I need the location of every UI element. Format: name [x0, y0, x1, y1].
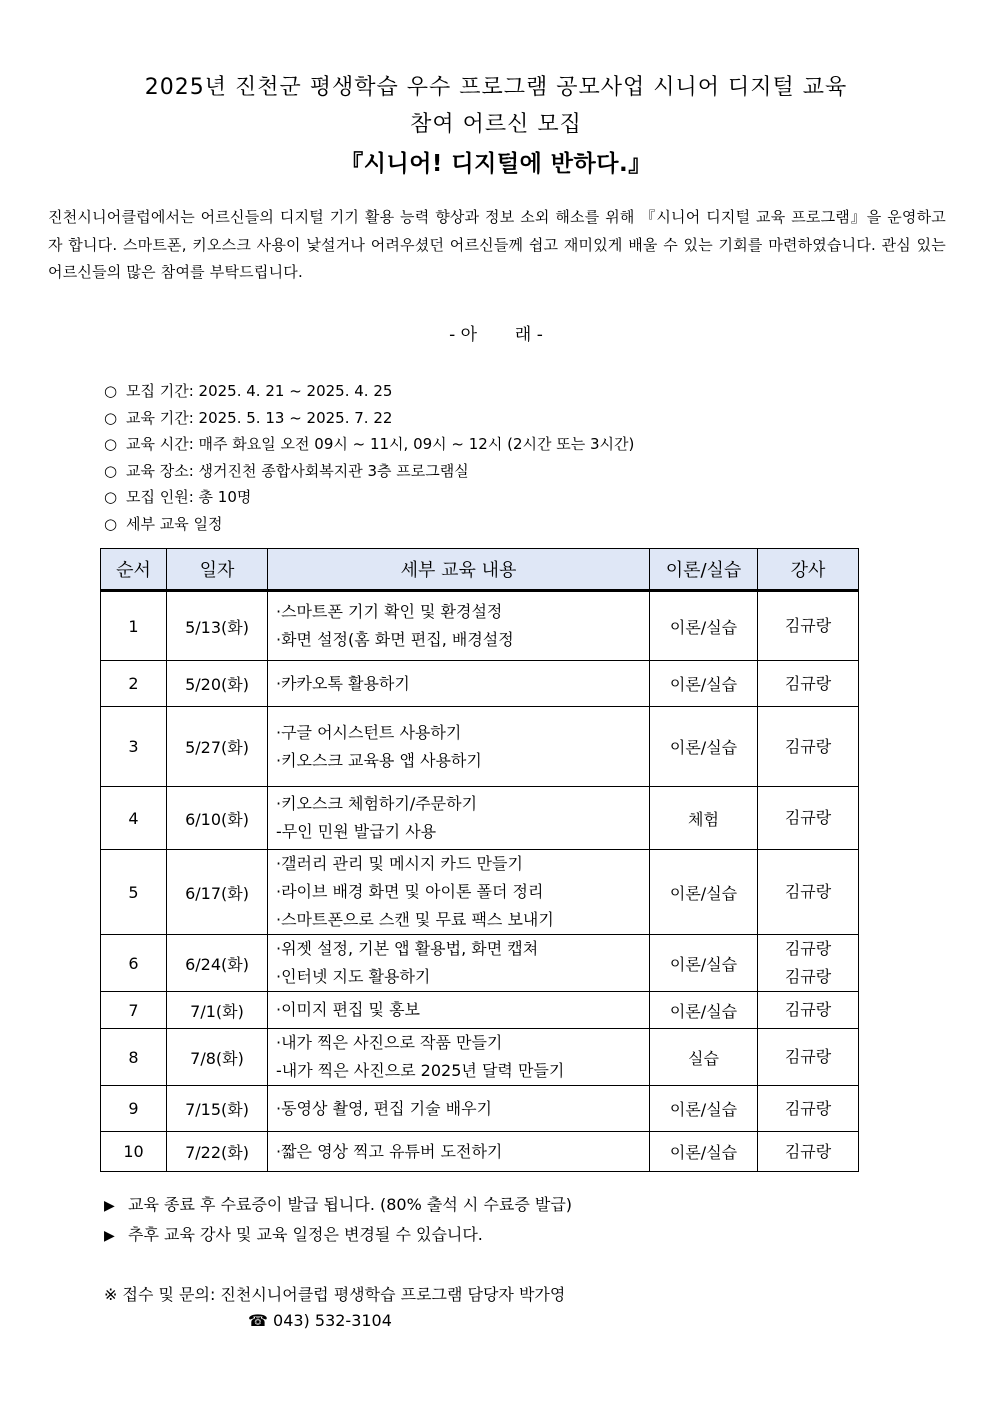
row-number: 4 [101, 787, 167, 850]
header-no: 순서 [101, 549, 167, 591]
content-line: ·화면 설정(홈 화면 편집, 배경설정 [276, 630, 514, 649]
row-teacher [758, 992, 859, 1029]
row-content [268, 992, 650, 1029]
row-number: 2 [101, 661, 167, 707]
schedule-table [100, 548, 859, 1172]
table-header-row [101, 549, 859, 591]
row-teacher [758, 935, 859, 992]
table-row [101, 787, 859, 850]
row-type: 이론/실습 [650, 661, 758, 707]
circle-bullet: ○ [104, 488, 118, 507]
row-type: 이론/실습 [650, 1086, 758, 1132]
circle-bullet: ○ [104, 382, 118, 400]
row-content [268, 1086, 650, 1132]
row-type: 이론/실습 [650, 850, 758, 935]
header-date: 일자 [167, 549, 268, 591]
row-number: 10 [101, 1132, 167, 1172]
intro-paragraph: 진천시니어클럽에서는 어르신들의 디지털 기기 활용 능력 향상과 정보 소외 해소를 위해 『시니어 디지털 교육 프로그램』을 운영하고자 합니다. 스마트폰, 키오스크 사용이 낯설거나 어려우셨던 어르신들께 쉽고 재미있게 배울 수 있는 기회를 마련하였습니다. 관심 있는 어르신들의 많은 참여를 부탁드립니다. [48, 208, 946, 281]
content-line: ·인터넷 지도 활용하기 [276, 967, 431, 986]
table-row [101, 1029, 859, 1086]
row-teacher [758, 707, 859, 787]
table-row [101, 992, 859, 1029]
triangle-bullet-icon: ▶ [104, 1198, 115, 1214]
row-teacher [758, 661, 859, 707]
teacher-name: 김규랑 [784, 616, 832, 635]
table-row [101, 935, 859, 992]
row-number: 7 [101, 992, 167, 1029]
row-content [268, 787, 650, 850]
content-line: ·키오스크 교육용 앱 사용하기 [276, 750, 482, 770]
row-teacher [758, 787, 859, 850]
content-line: ·위젯 설정, 기본 앱 활용법, 화면 캡쳐 [276, 939, 539, 958]
content-line: -무인 민원 발급기 사용 [276, 822, 437, 841]
table-row [101, 1132, 859, 1172]
program-title: 『시니어! 디지털에 반하다.』 [340, 151, 652, 177]
row-number: 3 [101, 707, 167, 787]
row-type: 이론/실습 [650, 992, 758, 1029]
phone-number: ☎ 043) 532-3104 [248, 1311, 392, 1330]
teacher-name: 김규랑 [784, 1141, 832, 1161]
row-content [268, 591, 650, 661]
row-teacher [758, 850, 859, 935]
content-line: ·동영상 촬영, 편집 기술 배우기 [276, 1098, 492, 1118]
row-date: 6/24(화) [167, 935, 268, 992]
row-date: 6/17(화) [167, 850, 268, 935]
header-content: 세부 교육 내용 [268, 549, 650, 591]
row-date: 5/20(화) [167, 661, 268, 707]
row-number: 1 [101, 591, 167, 661]
info-item: ○ 모집 기간: 2025. 4. 21 ~ 2025. 4. 25 [104, 378, 634, 405]
contact-info: ※ 접수 및 문의: 진천시니어클럽 평생학습 프로그램 담당자 박가영 [104, 1285, 566, 1304]
row-content [268, 707, 650, 787]
row-date: 7/1(화) [167, 992, 268, 1029]
info-list [104, 378, 634, 538]
circle-bullet: ○ [104, 461, 118, 480]
content-line: ·라이브 배경 화면 및 아이톤 폴더 정리 [276, 882, 544, 901]
content-line: ·갤러리 관리 및 메시지 카드 만들기 [276, 854, 523, 873]
content-line: ·짧은 영상 찍고 유튜버 도전하기 [276, 1141, 503, 1161]
note-item: ▶ 교육 종료 후 수료증이 발급 됩니다. (80% 출석 시 수료증 발급) [104, 1193, 572, 1223]
row-type: 이론/실습 [650, 591, 758, 661]
teacher-name: 김규랑 [784, 967, 832, 986]
content-line: -내가 찍은 사진으로 2025년 달력 만들기 [276, 1061, 565, 1080]
row-date: 7/8(화) [167, 1029, 268, 1086]
row-number: 8 [101, 1029, 167, 1086]
circle-bullet: ○ [104, 514, 118, 533]
row-number: 5 [101, 850, 167, 935]
teacher-name: 김규랑 [784, 1098, 832, 1118]
row-teacher [758, 591, 859, 661]
info-item: ○ 모집 인원: 총 10명 [104, 484, 634, 511]
row-teacher [758, 1132, 859, 1172]
row-content [268, 1132, 650, 1172]
info-item: ○ 세부 교육 일정 [104, 511, 634, 538]
row-date: 7/22(화) [167, 1132, 268, 1172]
content-line: ·이미지 편집 및 홍보 [276, 1000, 420, 1019]
row-number: 6 [101, 935, 167, 992]
table-row [101, 1086, 859, 1132]
row-content [268, 1029, 650, 1086]
row-content [268, 935, 650, 992]
row-content [268, 661, 650, 707]
table-row [101, 661, 859, 707]
row-content [268, 850, 650, 935]
row-date: 5/13(화) [167, 591, 268, 661]
row-date: 5/27(화) [167, 707, 268, 787]
info-item: ○ 교육 시간: 매주 화요일 오전 09시 ~ 11시, 09시 ~ 12시 (2시간 또는 3시간) [104, 431, 634, 458]
row-type: 이론/실습 [650, 935, 758, 992]
header-type: 이론/실습 [650, 549, 758, 591]
header-teacher: 강사 [758, 549, 859, 591]
content-line: ·스마트폰으로 스캔 및 무료 팩스 보내기 [276, 910, 554, 929]
teacher-name: 김규랑 [784, 882, 832, 901]
row-teacher [758, 1086, 859, 1132]
row-type: 이론/실습 [650, 1132, 758, 1172]
table-row [101, 850, 859, 935]
row-number: 9 [101, 1086, 167, 1132]
teacher-name: 김규랑 [784, 939, 832, 958]
row-date: 6/10(화) [167, 787, 268, 850]
triangle-bullet-icon: ▶ [104, 1228, 115, 1244]
content-line: ·카카오톡 활용하기 [276, 673, 410, 693]
circle-bullet: ○ [104, 435, 118, 454]
row-type: 실습 [650, 1029, 758, 1086]
table-row [101, 707, 859, 787]
content-line: ·내가 찍은 사진으로 작품 만들기 [276, 1033, 503, 1052]
teacher-name: 김규랑 [784, 673, 832, 693]
title-line-2: 참여 어르신 모집 [410, 112, 582, 137]
notes [104, 1193, 572, 1253]
info-item: ○ 교육 기간: 2025. 5. 13 ~ 2025. 7. 22 [104, 405, 634, 432]
note-item: ▶ 추후 교육 강사 및 교육 일정은 변경될 수 있습니다. [104, 1223, 572, 1253]
teacher-name: 김규랑 [784, 736, 832, 756]
content-line: ·구글 어시스턴트 사용하기 [276, 722, 462, 742]
teacher-name: 김규랑 [784, 1047, 832, 1066]
row-type: 이론/실습 [650, 707, 758, 787]
content-line: ·스마트폰 기기 확인 및 환경설정 [276, 602, 503, 621]
content-line: ·키오스크 체험하기/주문하기 [276, 794, 478, 813]
title-line-1: 2025년 진천군 평생학습 우수 프로그램 공모사업 시니어 디지털 교육 [144, 75, 848, 100]
section-label: - 아 래 - [449, 325, 543, 345]
teacher-name: 김규랑 [784, 1000, 832, 1019]
circle-bullet: ○ [104, 408, 118, 427]
table-row [101, 591, 859, 661]
info-item: ○ 교육 장소: 생거진천 종합사회복지관 3층 프로그램실 [104, 458, 634, 485]
row-teacher [758, 1029, 859, 1086]
row-type: 체험 [650, 787, 758, 850]
teacher-name: 김규랑 [784, 808, 832, 827]
row-date: 7/15(화) [167, 1086, 268, 1132]
